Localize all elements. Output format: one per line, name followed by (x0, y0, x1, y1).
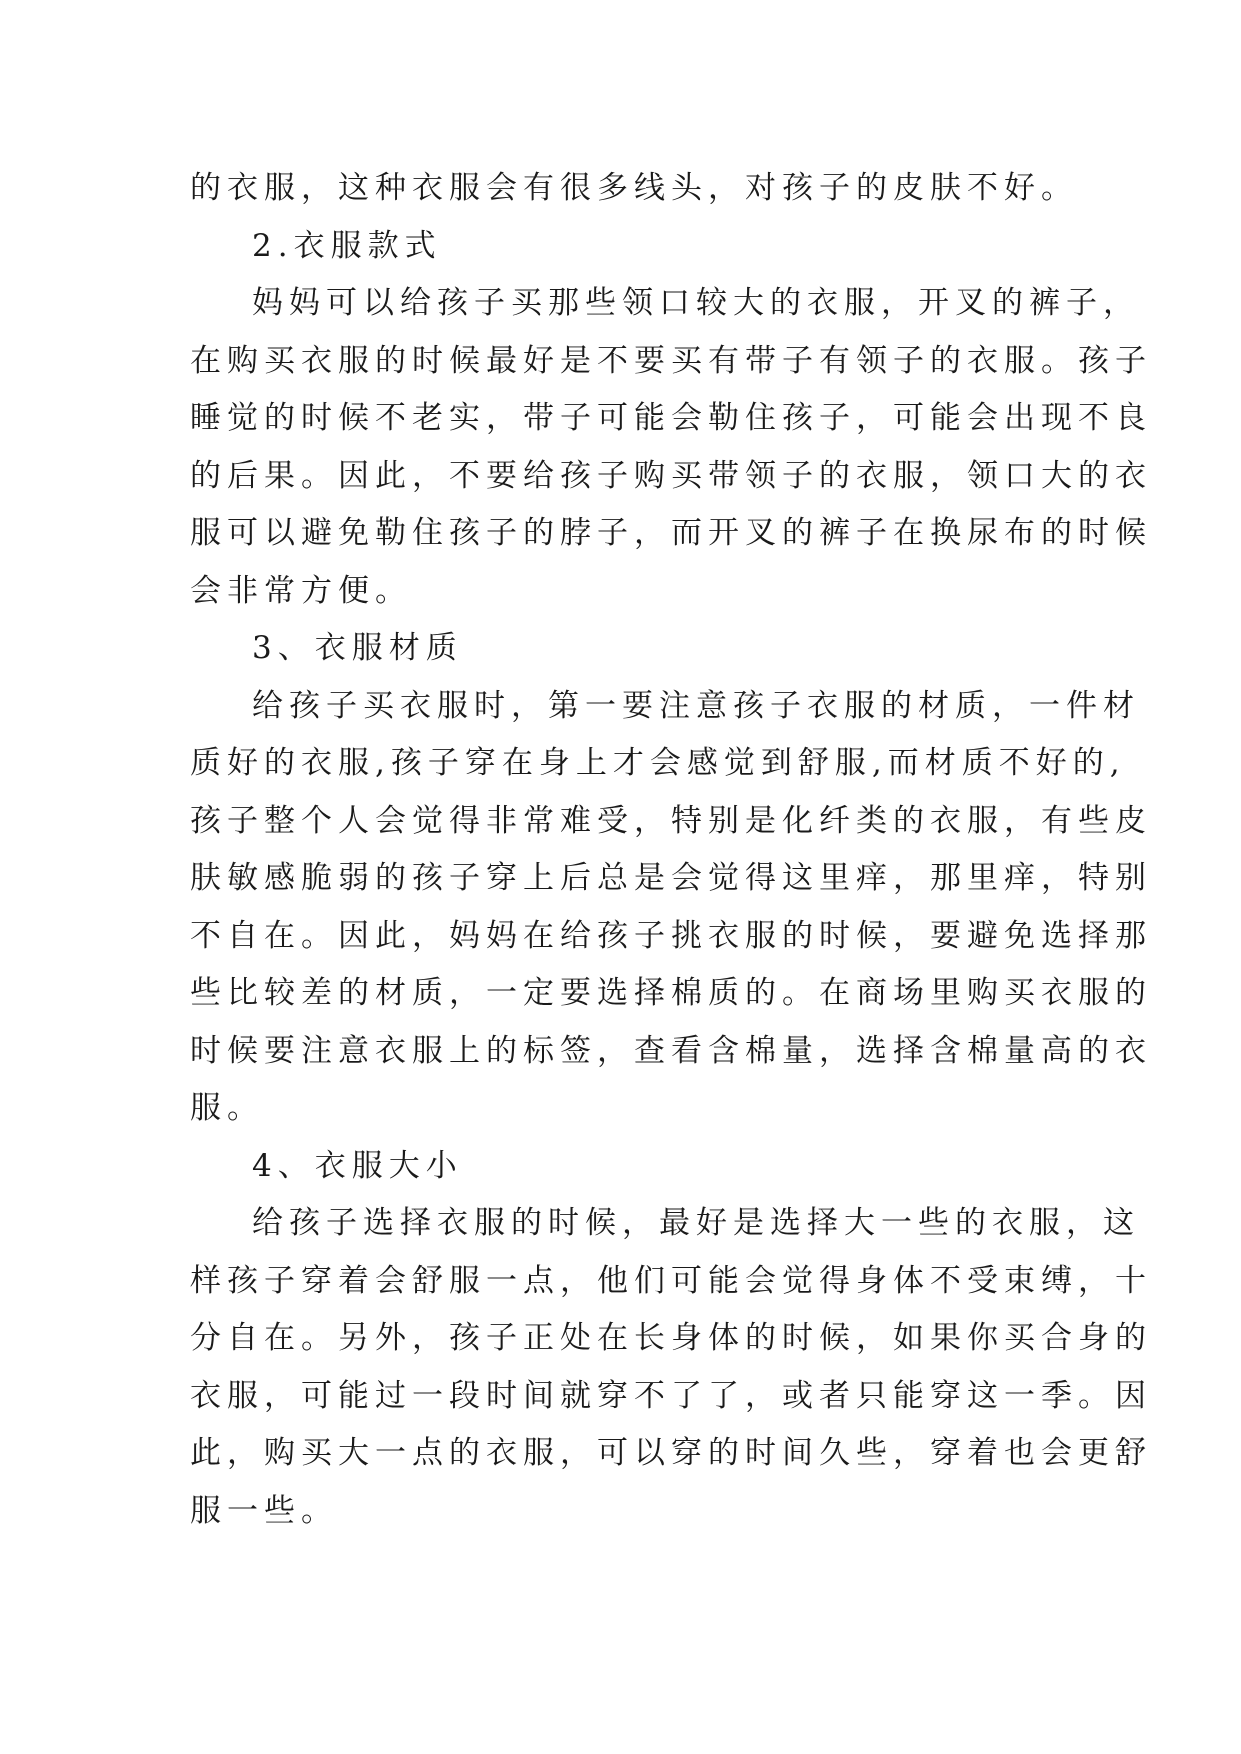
text-line: 在购买衣服的时候最好是不要买有带子有领子的衣服。孩子 (190, 342, 1152, 379)
text-line: 样孩子穿着会舒服一点，他们可能会觉得身体不受束缚，十 (190, 1262, 1152, 1299)
text-line: 些比较差的材质，一定要选择棉质的。在商场里购买衣服的 (190, 975, 1152, 1011)
text-line: 的衣服，这种衣服会有很多线头，对孩子的皮肤不好。 (190, 170, 1078, 206)
document-body (190, 160, 1152, 1540)
text-line: 睡觉的时候不老实，带子可能会勒住孩子，可能会出现不良 (190, 400, 1152, 436)
text-line: 孩子整个人会觉得非常难受，特别是化纤类的衣服，有些皮 (190, 802, 1152, 839)
text-line: 衣服，可能过一段时间就穿不了了，或者只能穿这一季。因 (190, 1377, 1152, 1414)
text-line: 肤敏感脆弱的孩子穿上后总是会觉得这里痒，那里痒，特别 (190, 860, 1152, 896)
text-line: 的后果。因此，不要给孩子购买带领子的衣服，领口大的衣 (190, 457, 1152, 494)
text-line: 会非常方便。 (190, 572, 412, 609)
section-heading-clothing-size: 4、衣服大小 (252, 1147, 463, 1184)
text-line: 分自在。另外，孩子正处在长身体的时候，如果你买合身的 (190, 1320, 1152, 1356)
text-line: 服一些。 (190, 1492, 338, 1529)
paragraph-first-line: 给孩子买衣服时，第一要注意孩子衣服的材质，一件材 (252, 687, 1140, 724)
text-line: 时候要注意衣服上的标签，查看含棉量，选择含棉量高的衣 (190, 1032, 1152, 1069)
text-line: 不自在。因此，妈妈在给孩子挑衣服的时候，要避免选择那 (190, 917, 1152, 954)
text-line: 服可以避免勒住孩子的脖子，而开叉的裤子在换尿布的时候 (190, 515, 1152, 551)
text-line: 质好的衣服,孩子穿在身上才会感觉到舒服,而材质不好的, (190, 745, 1126, 781)
text-line: 此，购买大一点的衣服，可以穿的时间久些，穿着也会更舒 (190, 1435, 1152, 1471)
paragraph-first-line: 妈妈可以给孩子买那些领口较大的衣服，开叉的裤子， (252, 285, 1140, 321)
paragraph-first-line: 给孩子选择衣服的时候，最好是选择大一些的衣服，这 (252, 1205, 1140, 1241)
section-heading-clothing-material: 3、衣服材质 (252, 630, 463, 666)
section-heading-clothing-style: 2.衣服款式 (252, 227, 442, 264)
text-line: 服。 (190, 1090, 264, 1126)
